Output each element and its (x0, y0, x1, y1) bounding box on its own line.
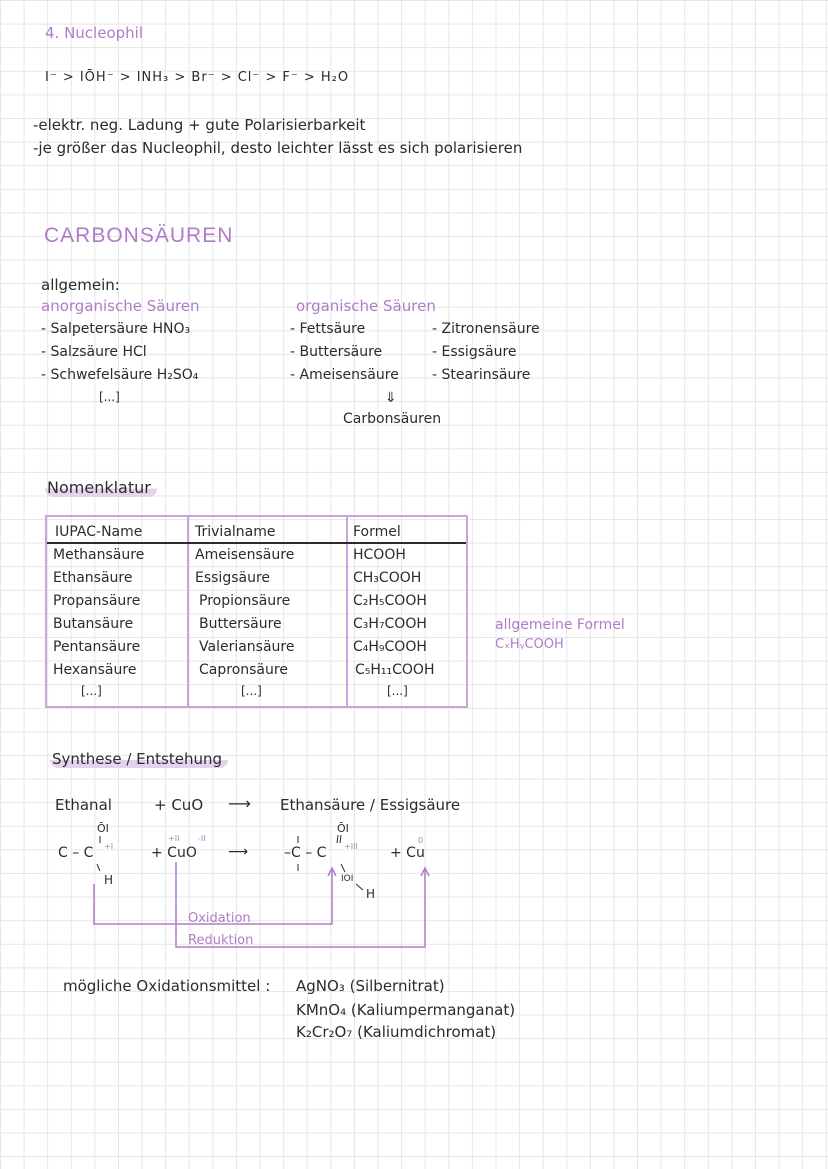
organic-right-1: - Zitronensäure (432, 321, 540, 337)
structure-o-top-left: ŌI (97, 822, 109, 835)
table-cell: Butansäure (53, 616, 134, 632)
table-cell: HCOOH (353, 547, 406, 563)
reactant-cuo: + CuO (154, 796, 204, 814)
bond-o-h (356, 884, 363, 890)
table-cell: C₃H₇COOH (353, 616, 427, 632)
structure-o-top-right: ŌI (337, 822, 349, 835)
organic-left-1: - Fettsäure (290, 321, 366, 337)
table-cell: Pentansäure (53, 639, 141, 655)
table-cell: Propansäure (53, 593, 141, 609)
structure-h-right: H (366, 887, 376, 901)
nucleophile-series: I⁻ > IŌH⁻ > INH₃ > Br⁻ > Cl⁻ > F⁻ > H₂O (45, 70, 350, 85)
anorganic-etc: [...] (99, 390, 120, 404)
table-etc-2: [...] (241, 684, 262, 698)
structure-oh-o: IOI (341, 874, 354, 884)
table-cell: Propionsäure (199, 593, 291, 609)
carbonsaeuren-result: Carbonsäuren (343, 411, 442, 427)
ox-number-o: -II (198, 834, 206, 843)
bond-h-left (97, 864, 100, 871)
oxidant-3: K₂Cr₂O₇ (Kaliumdichromat) (296, 1023, 497, 1041)
reduktion-label: Reduktion (188, 933, 254, 948)
table-cell: Buttersäure (199, 616, 282, 632)
bond-double-right-1 (337, 835, 338, 843)
table-cell: CH₃COOH (353, 570, 422, 586)
ox-number-right: +III (344, 842, 358, 851)
note-1: -elektr. neg. Ladung + gute Polarisierbarkeit (33, 116, 366, 134)
structure-chain-left: C – C (58, 845, 94, 861)
table-cell: C₅H₁₁COOH (355, 662, 435, 678)
oxidation-label: Oxidation (188, 911, 251, 926)
table-cell: Hexansäure (53, 662, 137, 678)
bond-oh (341, 864, 345, 872)
table-cell: C₂H₅COOH (353, 593, 427, 609)
general-formula-label: allgemeine Formel (495, 617, 625, 633)
table-header-trivial: Trivialname (195, 524, 276, 540)
table-header-formel: Formel (353, 524, 401, 540)
nomenklatur-title-text: Nomenklatur (45, 478, 157, 497)
section-title-carbonsaeuren: CARBONSÄUREN (44, 224, 234, 247)
organic-left-2: - Buttersäure (290, 344, 383, 360)
structure-h-left: H (104, 873, 114, 887)
table-cell: Essigsäure (195, 570, 271, 586)
anorganic-item-2: - Salzsäure HCl (41, 344, 147, 360)
structure-arrow-icon: ⟶ (228, 844, 249, 860)
reaction-arrow-icon: ⟶ (228, 794, 251, 813)
oxidant-1: AgNO₃ (Silbernitrat) (296, 977, 445, 995)
bond-double-right-2 (340, 835, 341, 843)
section-title-nucleophil: 4. Nucleophil (45, 24, 143, 42)
down-arrow-icon: ⇓ (385, 390, 397, 406)
reactant-ethanal: Ethanal (55, 796, 112, 814)
synthese-title-text: Synthese / Entstehung (50, 750, 228, 768)
table-cell: Valeriansäure (199, 639, 295, 655)
table-cell: C₄H₉COOH (353, 639, 427, 655)
general-formula: CₓHᵧCOOH (495, 637, 564, 652)
structure-chain-right: –C – C (284, 845, 327, 861)
organic-left-3: - Ameisensäure (290, 367, 399, 383)
table-etc-3: [...] (387, 684, 408, 698)
table-header-iupac: IUPAC-Name (55, 524, 143, 540)
organic-heading: organische Säuren (296, 297, 436, 315)
table-cell: Ameisensäure (195, 547, 295, 563)
oxidant-2: KMnO₄ (Kaliumpermanganat) (296, 1001, 516, 1019)
structure-cu: + Cu (390, 845, 425, 861)
anorganic-heading: anorganische Säuren (41, 297, 200, 315)
table-cell: Capronsäure (199, 662, 288, 678)
anorganic-item-1: - Salpetersäure HNO₃ (41, 321, 191, 337)
structure-cuo: + CuO (151, 845, 197, 861)
table-etc-1: [...] (81, 684, 102, 698)
ox-number-left: +I (104, 842, 114, 851)
ox-number-cu: +II (168, 834, 180, 843)
allgemein-label: allgemein: (41, 276, 120, 294)
table-cell: Ethansäure (53, 570, 133, 586)
organic-right-2: - Essigsäure (432, 344, 517, 360)
note-2: -je größer das Nucleophil, desto leichter lässt es sich polarisieren (33, 139, 523, 157)
oxidants-label: mögliche Oxidationsmittel : (63, 977, 271, 995)
ox-number-cu-right: 0 (418, 836, 424, 845)
table-cell: Methansäure (53, 547, 145, 563)
product-ethansaeure: Ethansäure / Essigsäure (280, 796, 461, 814)
organic-right-3: - Stearinsäure (432, 367, 531, 383)
anorganic-item-3: - Schwefelsäure H₂SO₄ (41, 367, 199, 383)
